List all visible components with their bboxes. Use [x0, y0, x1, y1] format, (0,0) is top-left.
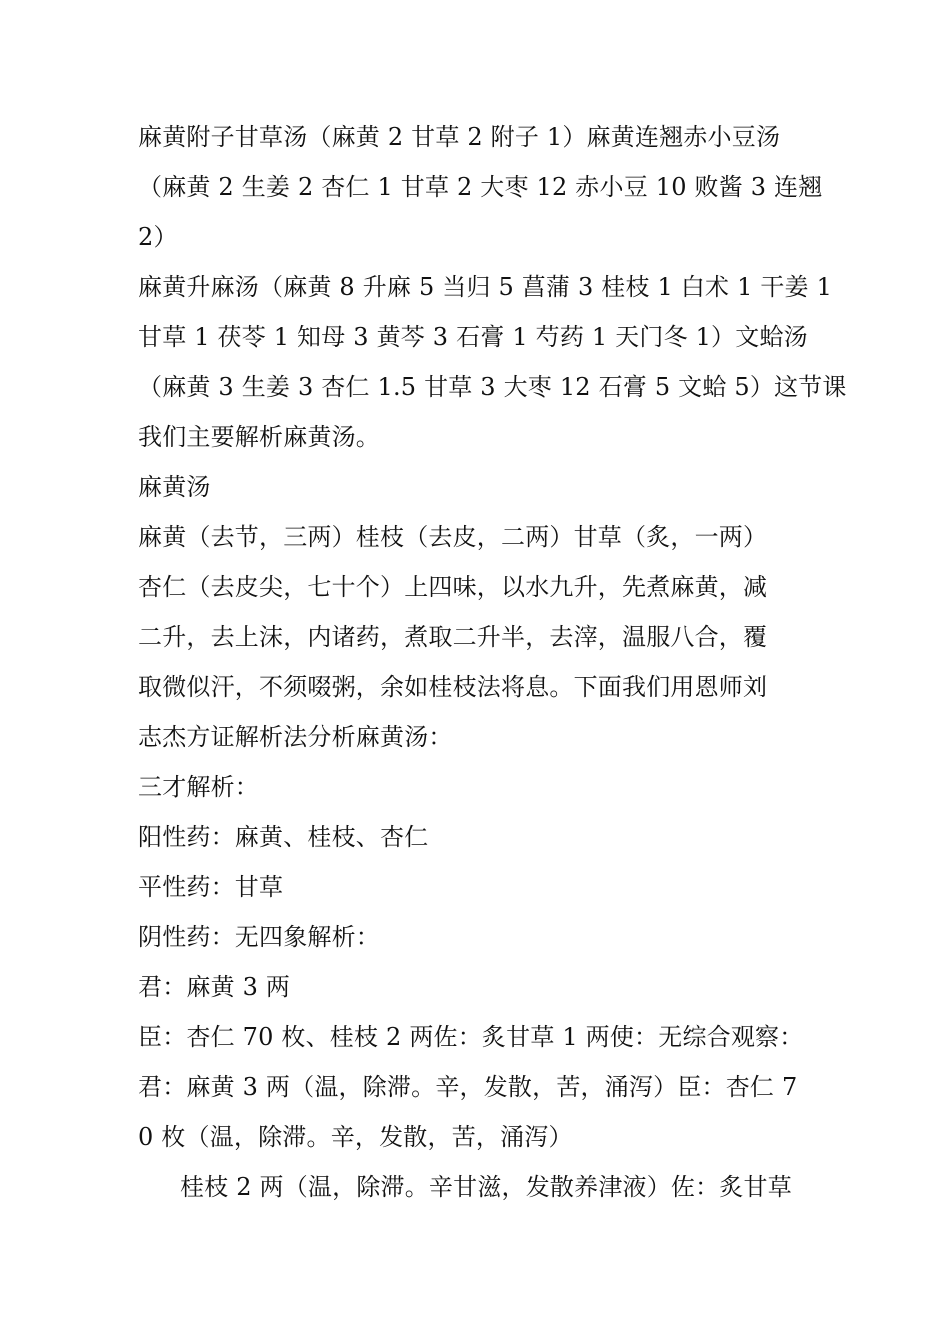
text-line-13: 志杰方证解析法分析麻黄汤：: [138, 723, 453, 751]
text-line-21: 0 枚（温，除滞。辛，发散，苦，涌泻）: [138, 1123, 573, 1151]
text-line-11: 二升，去上沫，内诸药，煮取二升半，去滓，温服八合，覆: [138, 623, 768, 651]
text-line-12: 取微似汗，不须啜粥，余如桂枝法将息。下面我们用恩师刘: [138, 673, 768, 701]
text-line-3: 2）: [138, 223, 178, 251]
section-heading-mahuang-tang: 麻黄汤: [138, 473, 211, 501]
text-line-20: 君：麻黄 3 两（温，除滞。辛，发散，苦，涌泻）臣：杏仁 7: [138, 1073, 798, 1101]
text-line-9: 麻黄（去节，三两）桂枝（去皮，二两）甘草（炙，一两）: [138, 523, 768, 551]
text-line-10: 杏仁（去皮尖，七十个）上四味，以水九升，先煮麻黄，减: [138, 573, 768, 601]
document-page: [138, 112, 847, 1212]
text-line-1: 麻黄附子甘草汤（麻黄 2 甘草 2 附子 1）麻黄连翘赤小豆汤: [138, 123, 781, 151]
text-line-7: 我们主要解析麻黄汤。: [138, 423, 380, 451]
text-line-16: 平性药：甘草: [138, 873, 284, 901]
text-line-17: 阴性药：无四象解析：: [138, 923, 380, 951]
text-line-18: 君：麻黄 3 两: [138, 973, 291, 1001]
text-line-19: 臣：杏仁 70 枚、桂枝 2 两佐：炙甘草 1 两使：无综合观察：: [138, 1023, 804, 1051]
text-line-6: （麻黄 3 生姜 3 杏仁 1.5 甘草 3 大枣 12 石膏 5 文蛤 5）这节课: [138, 373, 847, 401]
text-line-4: 麻黄升麻汤（麻黄 8 升麻 5 当归 5 菖蒲 3 桂枝 1 白术 1 干姜 1: [138, 273, 833, 301]
text-line-15: 阳性药：麻黄、桂枝、杏仁: [138, 823, 429, 851]
text-line-22: 桂枝 2 两（温，除滞。辛甘滋，发散养津液）佐：炙甘草: [180, 1173, 792, 1201]
text-line-14: 三才解析：: [138, 773, 259, 801]
text-line-5: 甘草 1 茯苓 1 知母 3 黄芩 3 石膏 1 芍药 1 天门冬 1）文蛤汤: [138, 323, 808, 351]
text-line-2: （麻黄 2 生姜 2 杏仁 1 甘草 2 大枣 12 赤小豆 10 败酱 3 连翘: [138, 173, 823, 201]
